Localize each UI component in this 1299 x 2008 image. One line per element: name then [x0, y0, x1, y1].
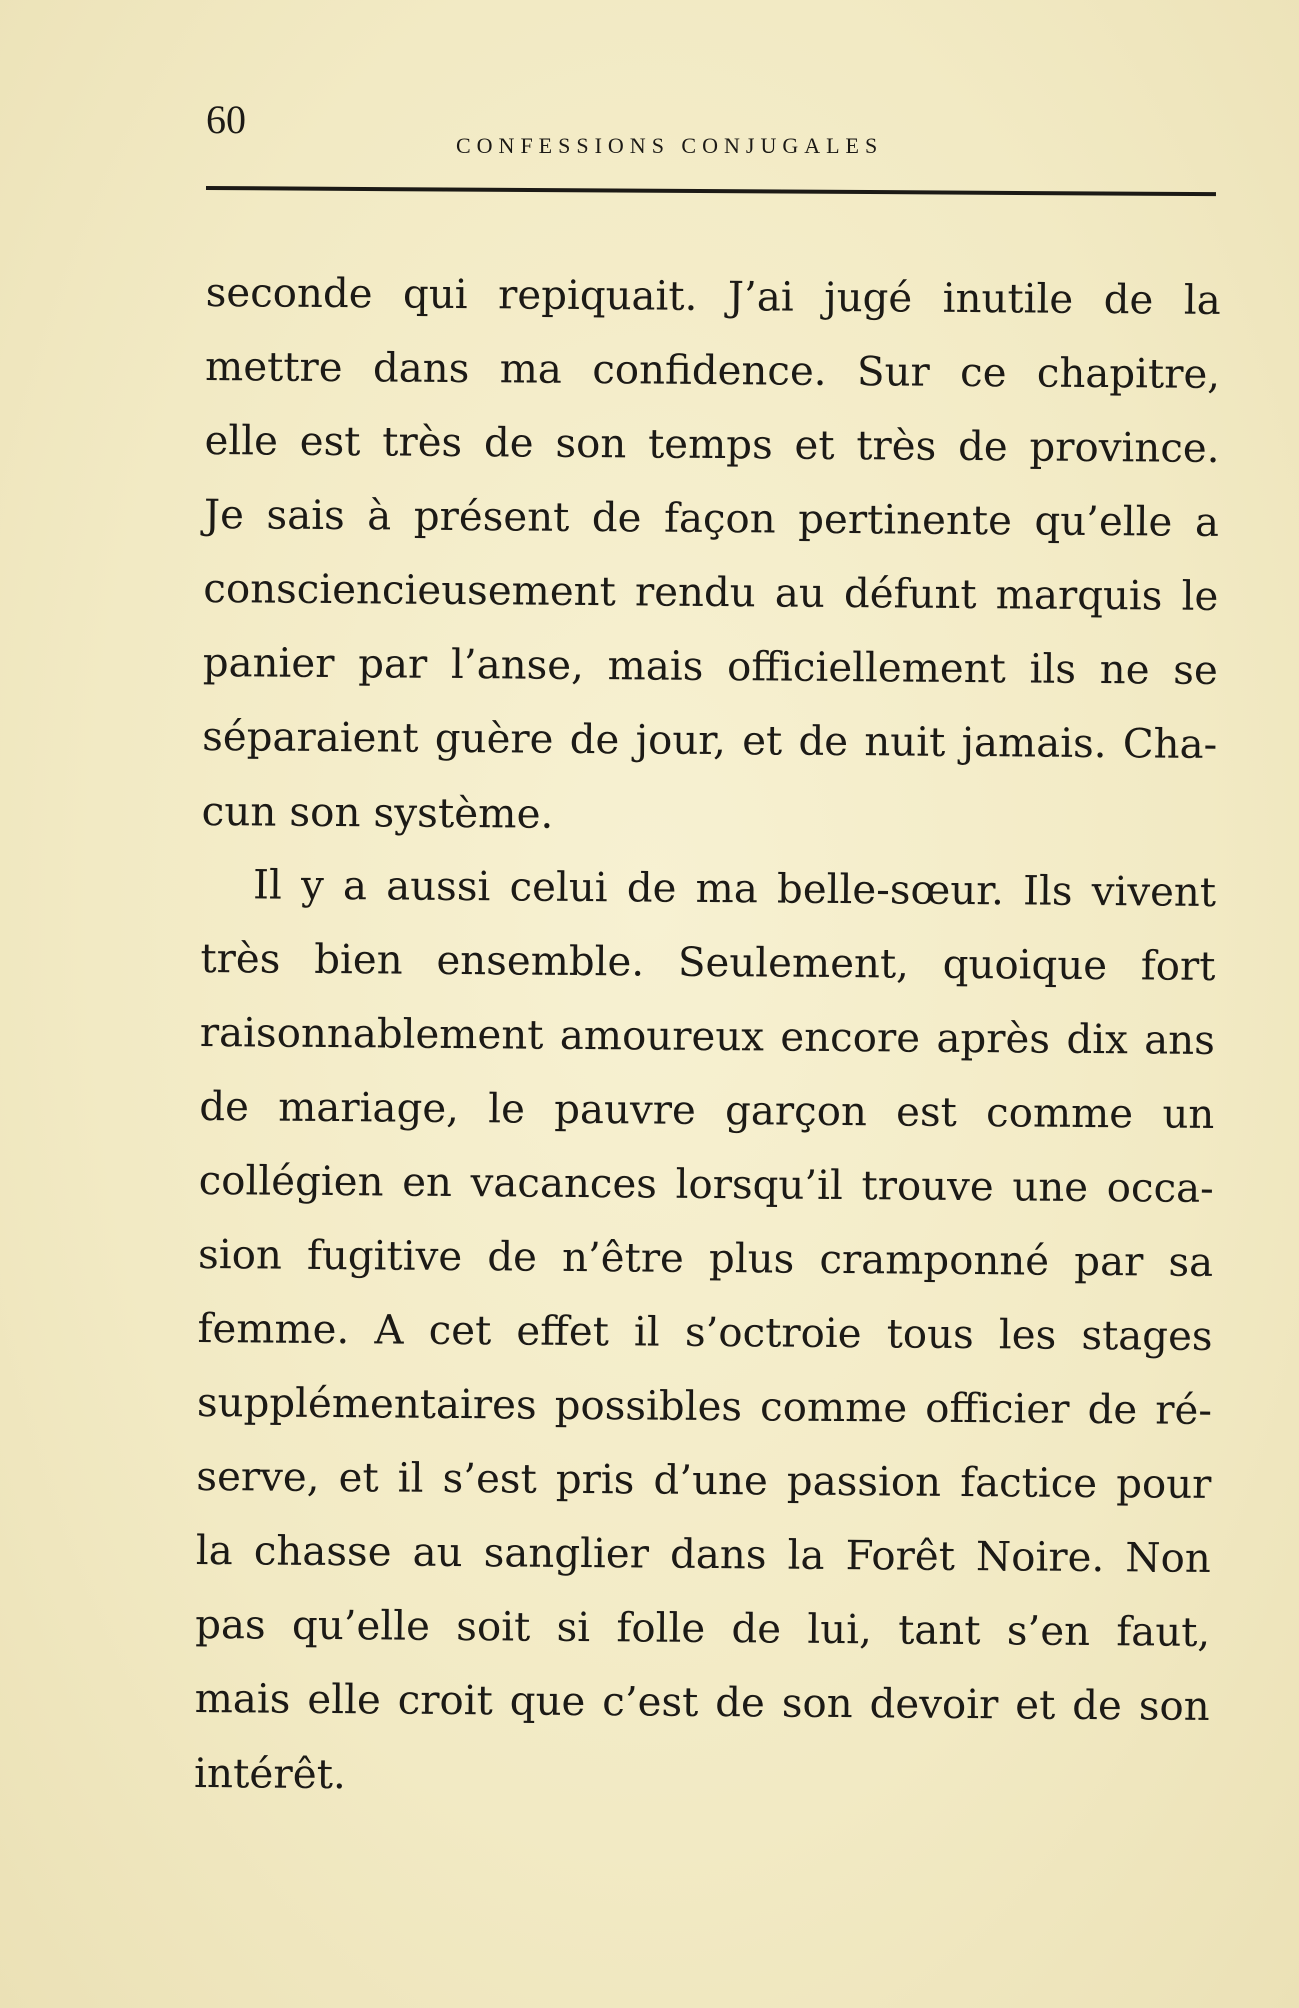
text-line: très bien ensemble. Seulement, quoique fort [200, 935, 1216, 990]
text-line: supplémentaires possibles comme officier de ré- [196, 1379, 1213, 1434]
text-line: la chasse au sanglier dans la Forêt Noire. Non [195, 1527, 1211, 1582]
page-number: 60 [206, 97, 246, 142]
header-rule [206, 186, 1216, 196]
paragraph-2 [194, 848, 1217, 1818]
text-line: sion fugitive de n’être plus cramponné par sa [197, 1231, 1214, 1286]
text-line: pas qu’elle soit si folle de lui, tant s’en faut, [195, 1601, 1211, 1656]
text-line: collégien en vacances lorsqu’il trouve une occa- [198, 1157, 1214, 1212]
text-line: mettre dans ma confidence. Sur ce chapitre, [204, 343, 1221, 398]
text-line: serve, et il s’est pris d’une passion factice pour [196, 1453, 1212, 1508]
text-line: elle est très de son temps et très de province. [204, 417, 1220, 472]
text-line: Il y a aussi celui de ma belle-sœur. Ils vivent [252, 862, 1217, 916]
text-line: cun son système. [201, 786, 554, 838]
text-line: intérêt. [193, 1748, 347, 1799]
text-line: Je sais à présent de façon pertinente qu’elle a [203, 491, 1220, 546]
text-line: raisonnablement amoureux encore après dix ans [199, 1009, 1216, 1064]
body-text [194, 256, 1221, 1818]
paragraph-1 [201, 256, 1221, 856]
text-line: de mariage, le pauvre garçon est comme un [199, 1083, 1215, 1138]
text-line: séparaient guère de jour, et de nuit jamais. Cha- [202, 713, 1218, 768]
text-line: panier par l’anse, mais officiellement ils ne se [202, 639, 1218, 694]
text-line: femme. A cet effet il s’octroie tous les stages [197, 1305, 1213, 1360]
page-header [206, 97, 1216, 160]
running-title: CONFESSIONS CONJUGALES [456, 133, 884, 158]
text-line: seconde qui repiquait. J’ai jugé inutile de la [205, 269, 1221, 324]
text-line: mais elle croit que c’est de son devoir et de son [194, 1675, 1210, 1730]
text-line: consciencieusement rendu au défunt marquis le [203, 565, 1219, 620]
